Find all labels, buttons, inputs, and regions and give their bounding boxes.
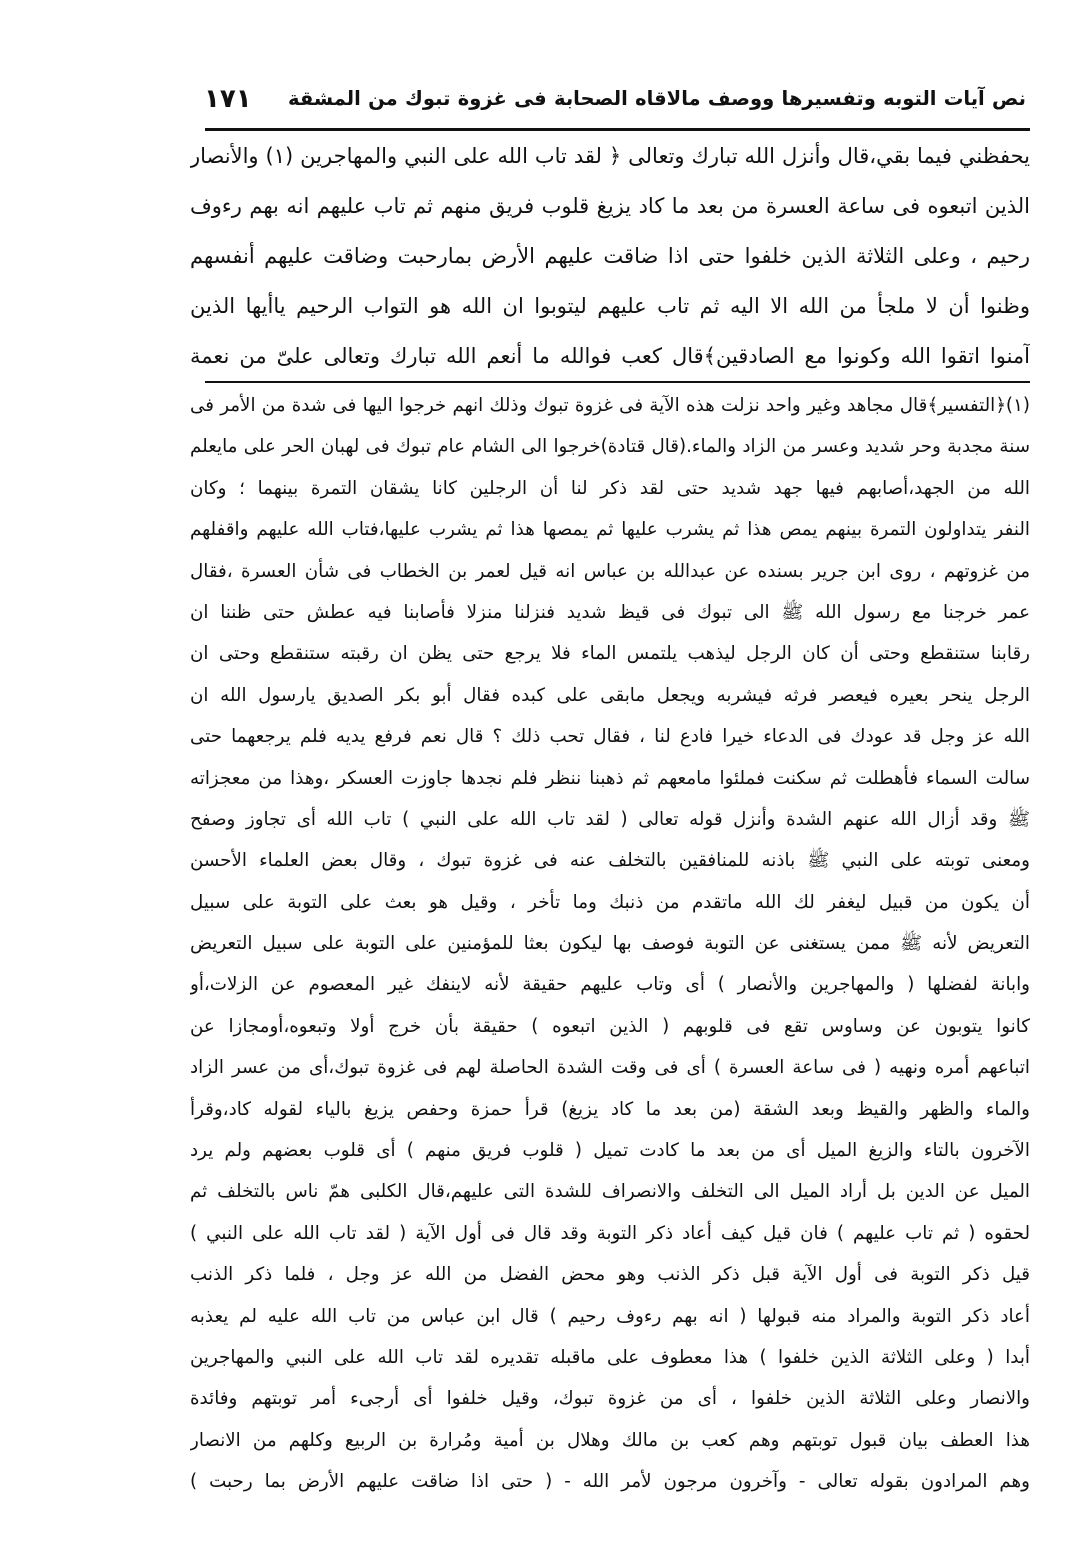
main-text-line: وظنوا أن لا ملجأ من الله الا اليه ثم تاب عليهم ليتوبوا ان الله هو التواب الرحيم ياأيها الذين: [190, 294, 1030, 318]
footnote-line: سالت السماء فأهطلت ثم سكنت فملئوا مامعهم ثم ذهبنا ننظر فلم نجدها جاوزت العسكر ،وهذا من معجزاته: [190, 767, 1030, 789]
footnote-line: الميل عن الدين بل أراد الميل الى التخلف والانصراف للشدة التى عليهم،قال الكلبى همّ ناس بالتخلف ثم: [190, 1181, 1030, 1203]
running-header: [190, 76, 1030, 122]
footnote-line: هذا العطف بيان قبول توبتهم وهم كعب بن مالك وهلال بن أمية ومُرارة بن الربيع وكلهم من الانصار: [190, 1429, 1030, 1451]
footnotes: [190, 385, 1030, 1503]
main-text-line: الذين اتبعوه فى ساعة العسرة من بعد ما كاد يزيغ قلوب فريق منهم ثم تاب عليهم انه بهم رءوف: [190, 194, 1030, 218]
footnote-line: الآخرون بالتاء والزيغ الميل أى من بعد ما كادت تميل ( قلوب فريق منهم ) أى قلوب بعضهم ولم يرد: [190, 1140, 1030, 1162]
footnote-line: وابانة لفضلها ( والمهاجرين والأنصار ) أى وتاب عليهم حقيقة لأنه لاينفك غير المعصوم عن الزلات،أو: [190, 974, 1030, 996]
footnote-line: كانوا يتوبون عن وساوس تقع فى قلوبهم ( الذين اتبعوه ) حقيقة بأن خرج أولا وتبعوه،أومجازا عن: [190, 1015, 1030, 1037]
footnote-line: سنة مجدبة وحر شديد وعسر من الزاد والماء.(قال قتادة)خرجوا الى الشام عام تبوك فى لهبان الحر على مايعلم: [190, 436, 1030, 458]
main-text-line: يحفظني فيما بقي،قال وأنزل الله تبارك وتعالى ﴿ لقد تاب الله على النبي والمهاجرين (١) والأنصار: [190, 144, 1030, 168]
main-text: [190, 131, 1030, 381]
footnote-line: قيل ذكر التوبة فى أول الآية قبل ذكر الذنب وهو محض الفضل من الله عز وجل ، فلما ذكر الذنب: [190, 1264, 1030, 1286]
footnote-line: أبدا ( وعلى الثلاثة الذين خلفوا ) هذا معطوف على ماقبله تقديره لقد تاب الله على النبي والمهاجرين: [190, 1346, 1030, 1368]
footnote-line: من غزوتهم ، روى ابن جرير بسنده عن عبدالله بن عباس انه قيل لعمر بن الخطاب فى شأن العسرة ،فقال: [190, 560, 1030, 582]
footnote-line: ومعنى توبته على النبي ﷺ باذنه للمنافقين بالتخلف عنه فى غزوة تبوك ، وقال بعض العلماء الأحسن: [190, 850, 1030, 872]
footnote-line: وهم المرادون بقوله تعالى - وآخرون مرجون لأمر الله - ( حتى اذا ضاقت عليهم الأرض بما رحبت ): [190, 1471, 1030, 1493]
footnote-line: رقابنا ستنقطع وحتى أن كان الرجل ليذهب يلتمس الماء فلا يرجع حتى يظن ان رقبته ستنقطع وحتى ان: [190, 643, 1030, 665]
running-header-title: نص آيات التوبه وتفسيرها ووصف مالاقاه الصحابة فى غزوة تبوك من المشقة: [288, 87, 1026, 110]
page-number: ١٧١: [204, 84, 252, 114]
footnote-line: التعريض لأنه ﷺ ممن يستغنى عن التوبة فوصف بها ليكون بعثا للمؤمنين على التوبة على سبيل التعريض: [190, 933, 1030, 955]
footnote-line: لحقوه ( ثم تاب عليهم ) فان قيل كيف أعاد ذكر التوبة وقد قال فى أول الآية ( لقد تاب الله على النبي ): [190, 1222, 1030, 1244]
footnote-line: الله من الجهد،أصابهم فيها جهد شديد حتى لقد ذكر لنا أن الرجلين كانا يشقان التمرة بينهما ؛ وكان: [190, 477, 1030, 499]
main-text-line: رحيم ، وعلى الثلاثة الذين خلفوا حتى اذا ضاقت عليهم الأرض بمارحبت وضاقت عليهم أنفسهم: [190, 244, 1030, 268]
footnote-line: النفر يتداولون التمرة بينهم يمص هذا ثم يشرب عليها ثم يمصها هذا ثم يشرب عليها،فتاب الله عليهم واقفلهم: [190, 519, 1030, 541]
footnote-line: الله عز وجل قد عودك فى الدعاء خيرا فادع لنا ، فقال تحب ذلك ؟ قال نعم فرفع يديه فلم يرجعهما حتى: [190, 726, 1030, 748]
footnote-line: عمر خرجنا مع رسول الله ﷺ الى تبوك فى قيظ شديد فنزلنا منزلا فأصابنا فيه عطش حتى ظننا ان: [190, 601, 1030, 623]
footnote-line: والماء والظهر والقيظ وبعد الشقة (من بعد ما كاد يزيغ) قرأ حمزة وحفص يزيغ بالياء لقوله كاد،وقرأ: [190, 1098, 1030, 1120]
main-text-line: آمنوا اتقوا الله وكونوا مع الصادقين﴾قال كعب فوالله ما أنعم الله تبارك وتعالى علىّ من نعمة: [190, 344, 1030, 368]
footnote-line: أعاد ذكر التوبة والمراد منه قبولها ( انه بهم رءوف رحيم ) قال ابن عباس من تاب الله عليه لم يعذبه: [190, 1305, 1030, 1327]
footnote-line: الرجل ينحر بعيره فيعصر فرثه فيشربه ويجعل مابقى على كبده فقال أبو بكر الصديق يارسول الله ان: [190, 684, 1030, 706]
footnote-line: والانصار وعلى الثلاثة الذين خلفوا ، أى من غزوة تبوك، وقيل خلفوا أى أرجىء أمر توبتهم وفائدة: [190, 1388, 1030, 1410]
footnote-line: أن يكون من قبيل ليغفر لك الله ماتقدم من ذنبك وما تأخر ، وقيل هو بعث على التوبة على سبيل: [190, 891, 1030, 913]
footnote-line: (١)﴿التفسير﴾قال مجاهد وغير واحد نزلت هذه الآية فى غزوة تبوك وذلك انهم خرجوا اليها فى شدة من الأمر فى: [190, 395, 1030, 416]
footnote-line: ﷺ وقد أزال الله عنهم الشدة وأنزل قوله تعالى ( لقد تاب الله على النبي ) تاب الله أى تجاوز وصفح: [190, 808, 1030, 830]
footnote-line: اتباعهم أمره ونهيه ( فى ساعة العسرة ) أى فى وقت الشدة الحاصلة لهم فى غزوة تبوك،أى من عسر الزاد: [190, 1057, 1030, 1079]
footnote-separator-rule: [205, 381, 1030, 383]
